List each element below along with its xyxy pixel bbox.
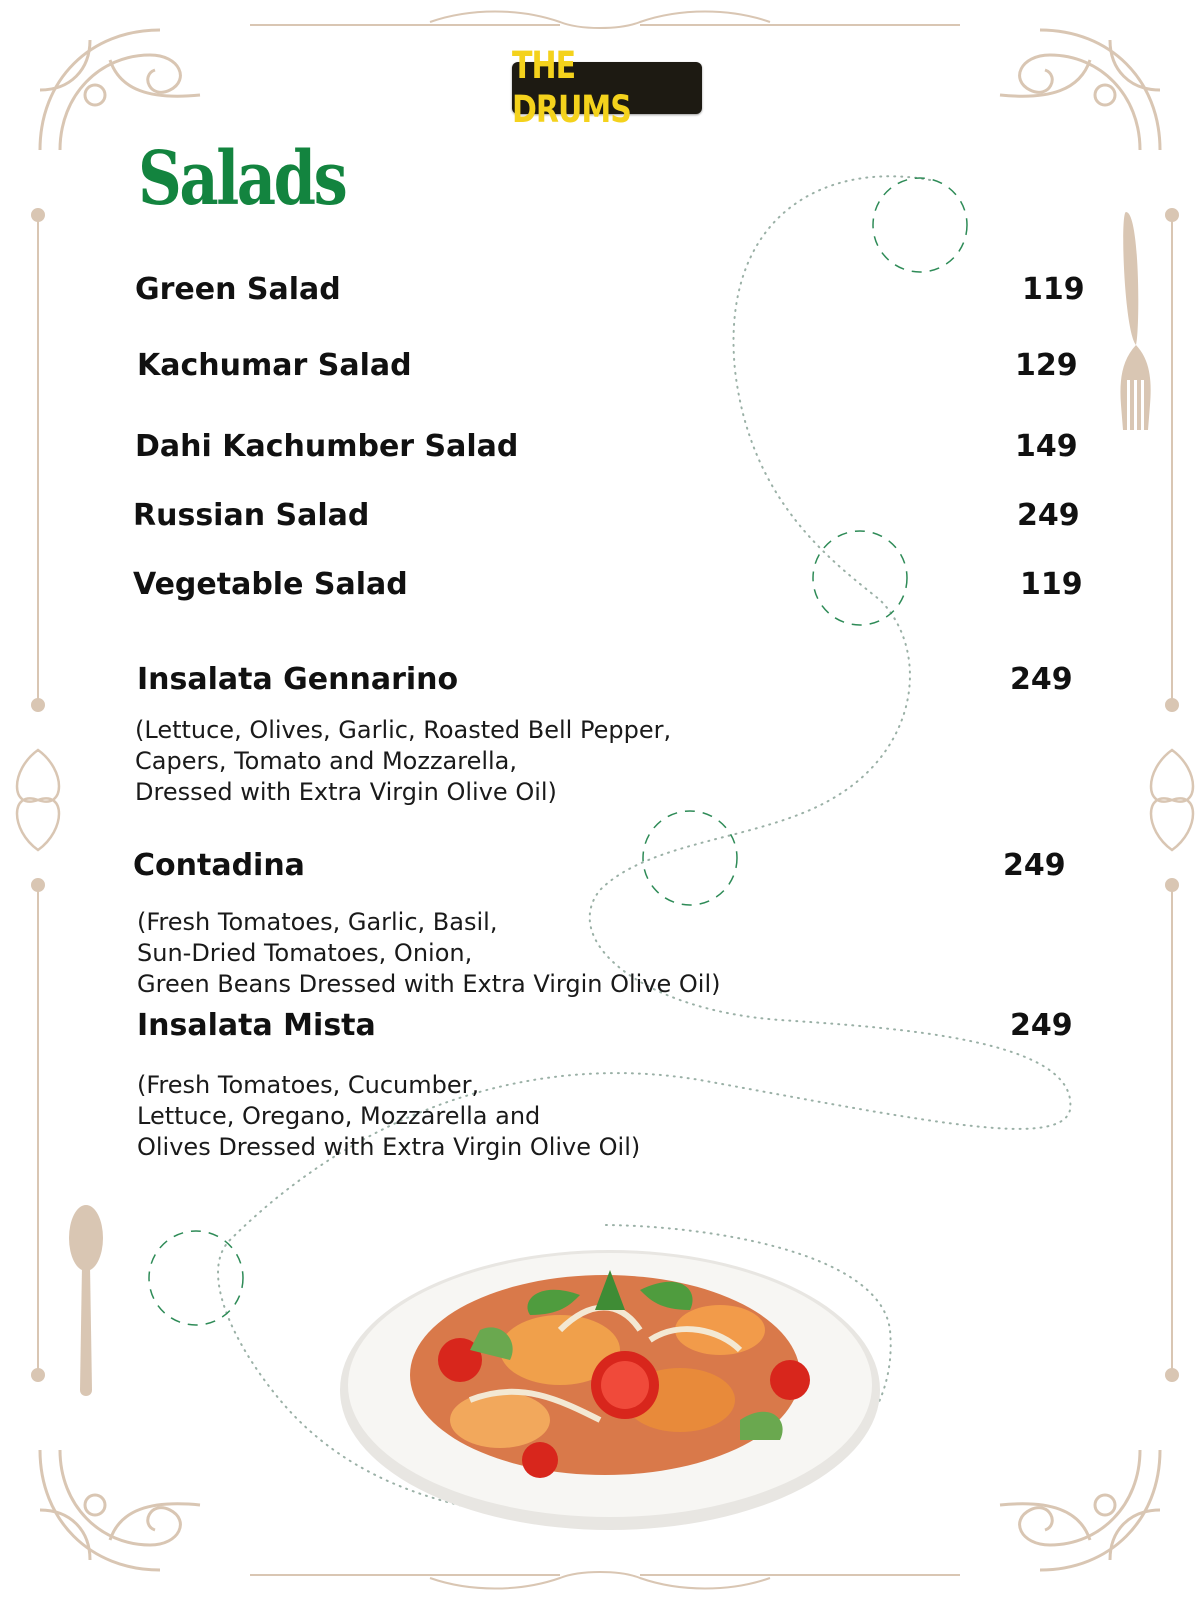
menu-item-price: 249 — [1010, 1008, 1073, 1043]
menu-item-name: Dahi Kachumber Salad — [135, 429, 519, 464]
menu-item-name: Kachumar Salad — [137, 348, 412, 383]
brand-logo — [512, 44, 702, 132]
menu-item-price: 249 — [1017, 498, 1080, 533]
description-line: Sun-Dried Tomatoes, Onion, — [137, 939, 473, 967]
menu-item-price: 149 — [1015, 429, 1078, 464]
spoon-icon — [69, 1205, 103, 1396]
menu-item-price: 249 — [1010, 662, 1073, 697]
description-line: Dressed with Extra Virgin Olive Oil) — [135, 778, 557, 806]
description-line: (Lettuce, Olives, Garlic, Roasted Bell Pepper, — [135, 716, 672, 744]
description-line: Olives Dressed with Extra Virgin Olive Oil) — [137, 1133, 641, 1161]
description-line: Lettuce, Oregano, Mozzarella and — [137, 1102, 541, 1130]
menu-item-name: Insalata Mista — [137, 1008, 376, 1043]
menu-item-name: Contadina — [133, 848, 305, 883]
menu-item-name: Vegetable Salad — [133, 567, 408, 602]
section-title: Salads — [138, 136, 346, 222]
salad-bowl-image — [340, 1250, 880, 1530]
menu-item-name: Russian Salad — [133, 498, 370, 533]
menu-item-description — [137, 1070, 640, 1163]
menu-item-price: 249 — [1003, 848, 1066, 883]
menu-item-name: Green Salad — [135, 272, 341, 307]
description-line: Capers, Tomato and Mozzarella, — [135, 747, 518, 775]
description-line: (Fresh Tomatoes, Garlic, Basil, — [137, 908, 498, 936]
menu-item-description — [137, 907, 721, 1000]
fork-icon — [1120, 212, 1150, 430]
brand-logo-text: THE DRUMS — [512, 44, 631, 132]
menu-item-price: 129 — [1015, 348, 1078, 383]
menu-item-price: 119 — [1022, 272, 1085, 307]
menu-item-name: Insalata Gennarino — [137, 662, 459, 697]
menu-item-description — [135, 715, 671, 808]
description-line: (Fresh Tomatoes, Cucumber, — [137, 1071, 480, 1099]
description-line: Green Beans Dressed with Extra Virgin Olive Oil) — [137, 970, 721, 998]
menu-item-price: 119 — [1020, 567, 1083, 602]
